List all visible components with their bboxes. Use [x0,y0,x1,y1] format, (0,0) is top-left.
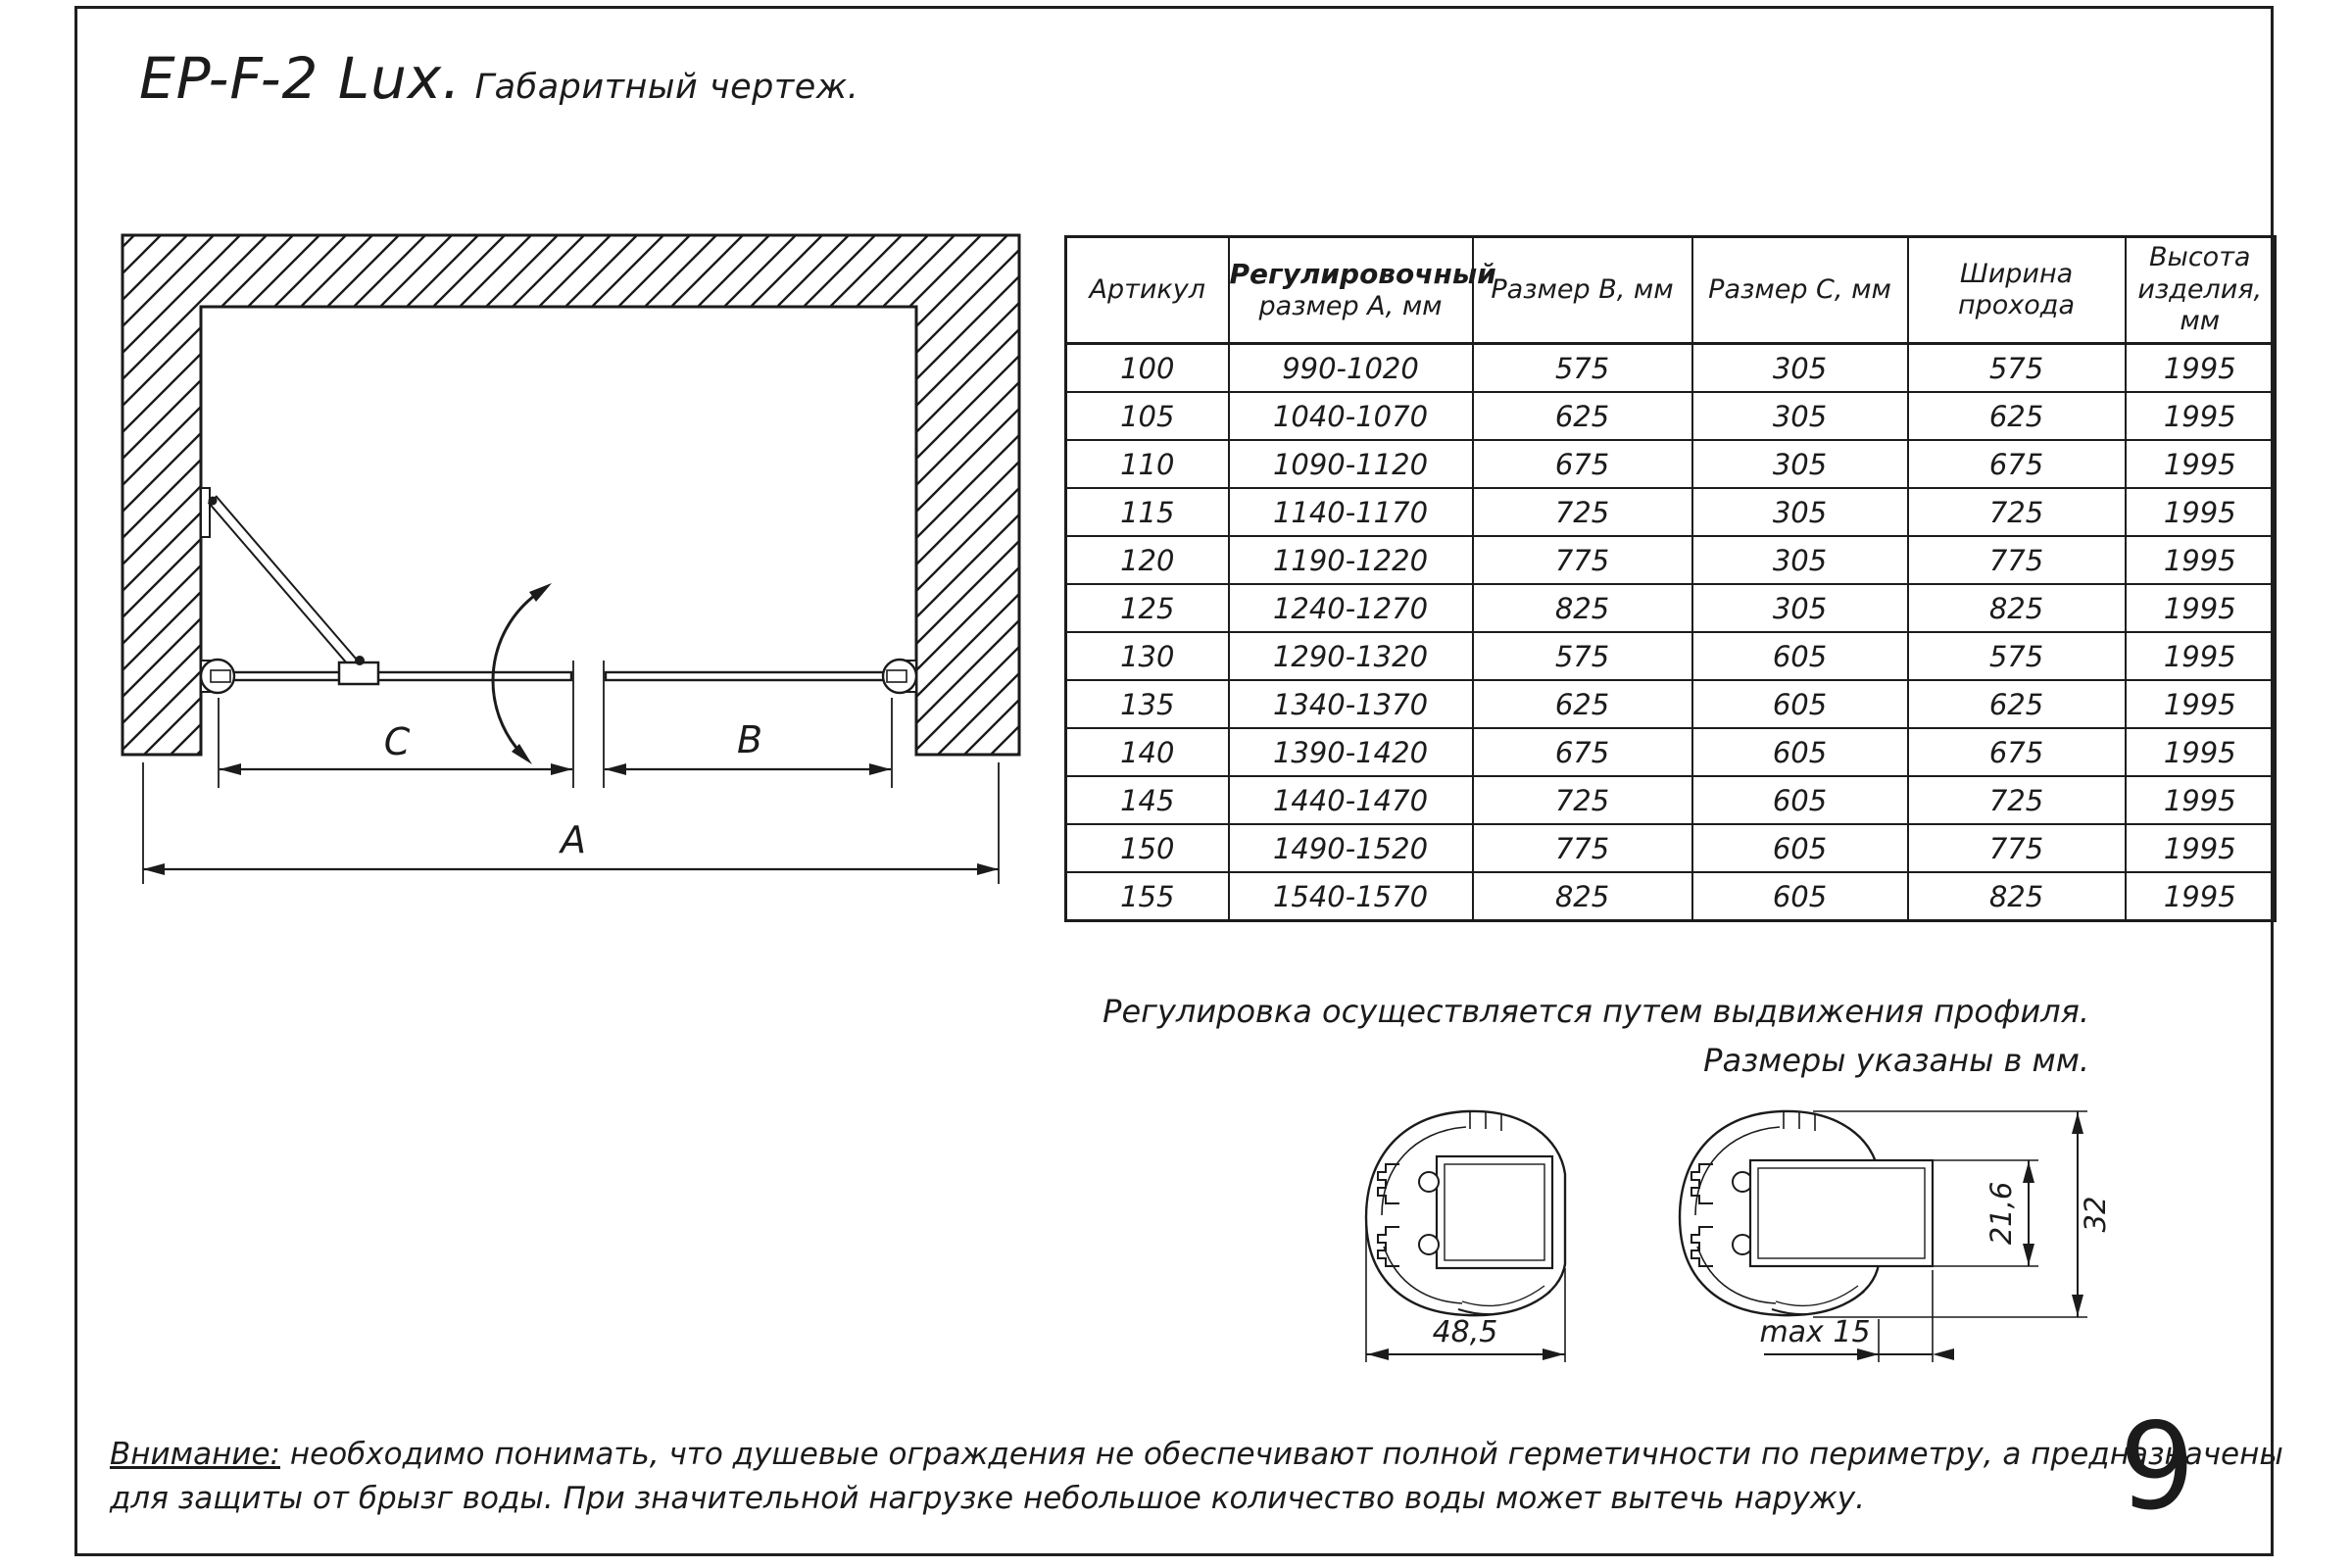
adjustment-notes [1102,988,2089,1085]
profile-inner-height-label: 21,6 [1984,1181,2018,1246]
table-cell: 625 [1473,392,1692,440]
table-cell: 1995 [2126,872,2276,921]
table-cell: 605 [1692,680,1908,728]
dim-a-arrow-left [143,863,165,875]
table-cell: 105 [1066,392,1229,440]
panel-b [606,672,888,680]
dim-c-arrow-left [220,763,241,775]
profile-full-height-label: 32 [2079,1196,2112,1233]
table-cell: 825 [1908,584,2126,632]
table-cell: 675 [1473,728,1692,776]
table-cell: 1995 [2126,728,2276,776]
table-cell: 1995 [2126,776,2276,824]
note-line-1: Регулировка осуществляется путем выдвижения профиля. [1102,993,2089,1030]
col-header-height: Высота изделия, мм [2126,237,2276,344]
table-cell: 575 [1908,632,2126,680]
profile-cross-sections [1343,1100,2117,1384]
table-row [1066,680,2276,728]
table-cell: 1995 [2126,824,2276,872]
col-header-pass-width: Ширина прохода [1908,237,2126,344]
left-clamp-slot [211,670,230,682]
table-cell: 625 [1908,392,2126,440]
table-cell: 605 [1692,728,1908,776]
table-cell: 1240-1270 [1229,584,1473,632]
table-cell: 625 [1473,680,1692,728]
table-cell: 675 [1908,728,2126,776]
table-cell: 1390-1420 [1229,728,1473,776]
page-number: 9 [2119,1397,2195,1537]
col-header-size-b: Размер В, мм [1473,237,1692,344]
dim-label-b: B [736,718,763,761]
table-cell: 115 [1066,488,1229,536]
table-cell: 575 [1473,632,1692,680]
table-cell: 120 [1066,536,1229,584]
note-line-2: Размеры указаны в мм. [1703,1041,2089,1079]
col-header-article: Артикул [1066,237,1229,344]
table-row [1066,584,2276,632]
dimensional-drawing [118,225,1029,911]
profile-retracted [1366,1111,1565,1315]
table-cell: 825 [1908,872,2126,921]
table-cell: 130 [1066,632,1229,680]
table-cell: 1995 [2126,344,2276,393]
table-cell: 775 [1908,536,2126,584]
table-cell: 155 [1066,872,1229,921]
profile-extension-label: max 15 [1759,1315,1871,1349]
table-cell: 1995 [2126,584,2276,632]
title-subtitle: Габаритный чертеж. [474,68,859,107]
table-cell: 305 [1692,392,1908,440]
table-cell: 825 [1473,872,1692,921]
warning-line-2: для защиты от брызг воды. При значительной нагрузке небольшое количество воды может вытечь наружу. [110,1480,1865,1516]
table-row [1066,488,2276,536]
table-cell: 575 [1473,344,1692,393]
table-cell: 1995 [2126,632,2276,680]
warning-label: Внимание: [110,1437,280,1472]
table-cell: 825 [1473,584,1692,632]
table-row [1066,776,2276,824]
table-cell: 125 [1066,584,1229,632]
table-cell: 1995 [2126,392,2276,440]
table-cell: 675 [1908,440,2126,488]
table-cell: 605 [1692,632,1908,680]
table-row [1066,536,2276,584]
table-cell: 1540-1570 [1229,872,1473,921]
table-cell: 725 [1908,488,2126,536]
table-row [1066,728,2276,776]
table-cell: 725 [1908,776,2126,824]
table-cell: 605 [1692,872,1908,921]
table-cell: 110 [1066,440,1229,488]
table-body [1066,344,2276,921]
table-cell: 305 [1692,584,1908,632]
table-row [1066,344,2276,393]
table-cell: 135 [1066,680,1229,728]
page-title [139,45,858,112]
table-cell: 1995 [2126,488,2276,536]
table-cell: 1340-1370 [1229,680,1473,728]
table-cell: 150 [1066,824,1229,872]
dim-b-arrow-right [869,763,891,775]
table-cell: 1090-1120 [1229,440,1473,488]
table-row [1066,392,2276,440]
dim-label-a: A [561,818,586,861]
table-cell: 1995 [2126,680,2276,728]
col-header-size-c: Размер С, мм [1692,237,1908,344]
table-cell: 775 [1473,536,1692,584]
table-cell: 1995 [2126,536,2276,584]
table-row [1066,872,2276,921]
table-cell: 725 [1473,488,1692,536]
table-cell: 305 [1692,488,1908,536]
right-clamp-slot [887,670,906,682]
table-cell: 1490-1520 [1229,824,1473,872]
support-bar-end-pivot [355,656,365,665]
extended-channel [1750,1160,1933,1266]
size-table [1064,235,2277,922]
dim-b-arrow-left [605,763,626,775]
table-cell: 625 [1908,680,2126,728]
table-cell: 1440-1470 [1229,776,1473,824]
table-cell: 305 [1692,536,1908,584]
table-row [1066,824,2276,872]
table-cell: 575 [1908,344,2126,393]
support-wall-plate [201,488,210,537]
profile-width-label: 48,5 [1432,1315,1498,1349]
table-row [1066,632,2276,680]
table-header-row [1066,237,2276,344]
table-cell: 1190-1220 [1229,536,1473,584]
table-cell: 675 [1473,440,1692,488]
panel-connector-block [339,662,378,684]
table-cell: 100 [1066,344,1229,393]
table-cell: 990-1020 [1229,344,1473,393]
dim-a-arrow-right [977,863,999,875]
col-header-size-a: Регулировочный размер А, мм [1229,237,1473,344]
table-cell: 605 [1692,776,1908,824]
table-cell: 1995 [2126,440,2276,488]
table-cell: 140 [1066,728,1229,776]
support-bar [209,497,362,672]
table-cell: 775 [1908,824,2126,872]
dim-c-arrow-right [551,763,572,775]
model-name: EP-F-2 Lux. [139,45,462,112]
warning-line-1: Внимание: необходимо понимать, что душевые ограждения не обеспечивают полной герметичности по периметру, а предназначены [110,1437,2283,1472]
table-cell: 1290-1320 [1229,632,1473,680]
table-cell: 1040-1070 [1229,392,1473,440]
support-bar-pivot [209,497,218,506]
table-cell: 305 [1692,440,1908,488]
table-row [1066,440,2276,488]
panel-c [225,672,571,680]
table-cell: 145 [1066,776,1229,824]
table-cell: 725 [1473,776,1692,824]
table-cell: 1140-1170 [1229,488,1473,536]
table-cell: 605 [1692,824,1908,872]
table-cell: 305 [1692,344,1908,393]
warning-note [110,1433,2283,1521]
table-cell: 775 [1473,824,1692,872]
dim-label-c: C [383,720,411,763]
